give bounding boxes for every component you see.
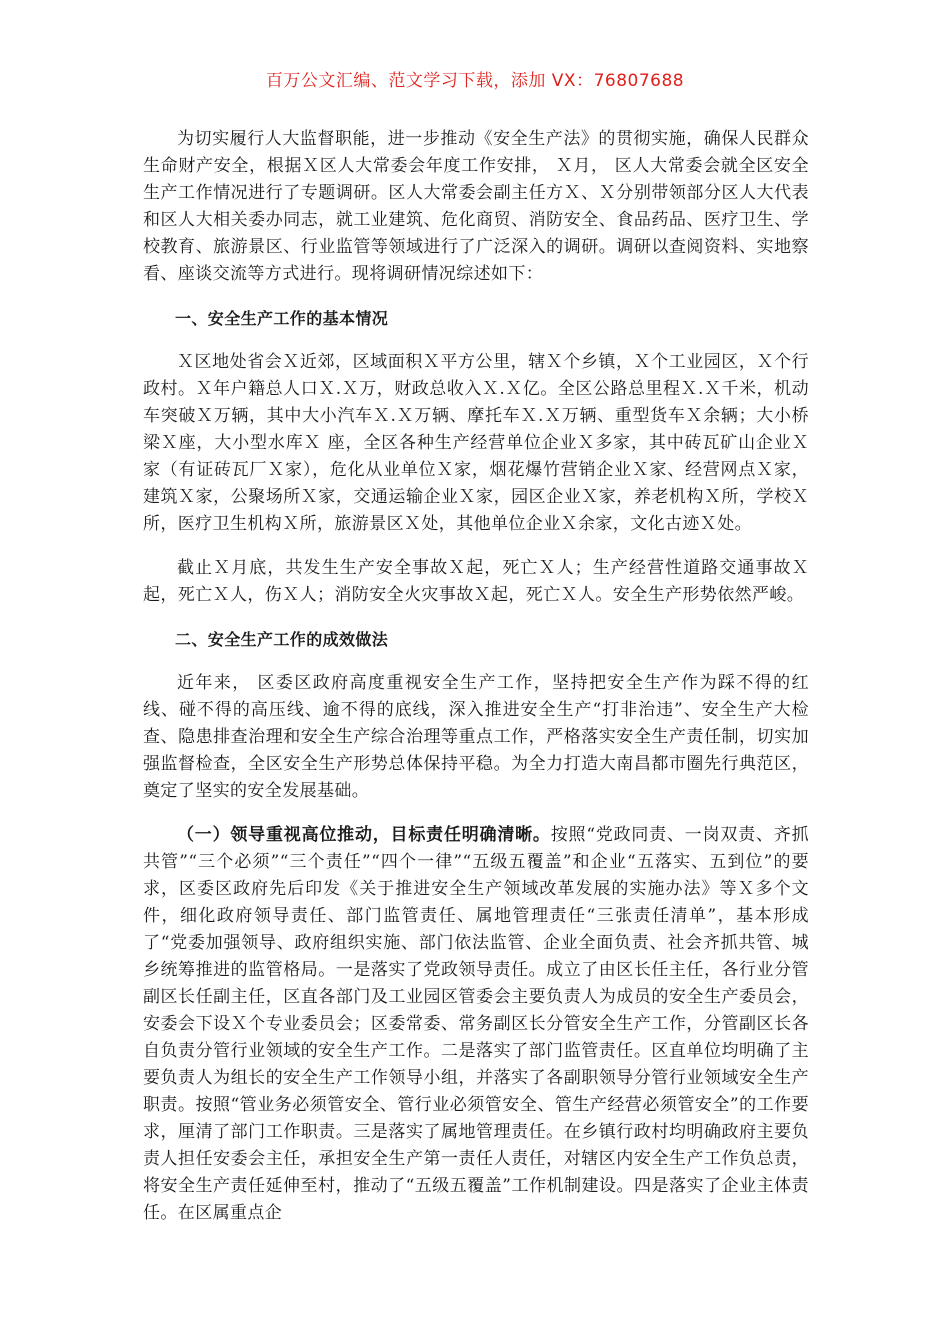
- section-heading-results: 二、安全生产工作的成效做法: [175, 630, 389, 649]
- document-body: [143, 126, 809, 1227]
- accident-statistics-paragraph: 截止Ｘ月底，共发生生产安全事故Ｘ起，死亡Ｘ人；生产经营性道路交通事故Ｘ起，死亡Ｘ人，伤Ｘ人；消防安全火灾事故Ｘ起，死亡Ｘ人。安全生产形势依然严峻。: [143, 558, 809, 605]
- section-heading-basic: 一、安全生产工作的基本情况: [175, 309, 389, 328]
- subsection-leadership-paragraph: [143, 822, 809, 1227]
- basic-situation-paragraph: Ｘ区地处省会Ｘ近郊，区域面积Ｘ平方公里，辖Ｘ个乡镇，Ｘ个工业园区，Ｘ个行政村。Ｘ年户籍总人口Ｘ.Ｘ万，财政总收入Ｘ.Ｘ亿。全区公路总里程Ｘ.Ｘ千米，机动车突破Ｘ万辆，其中大小汽车Ｘ.Ｘ万辆、摩托车Ｘ.Ｘ万辆、重型货车Ｘ余辆；大小桥梁Ｘ座，大小型水库Ｘ 座，全区各种生产经营单位企业Ｘ多家，其中砖瓦矿山企业Ｘ家（有证砖瓦厂Ｘ家），危化从业单位Ｘ家，烟花爆竹营销企业Ｘ家、经营网点Ｘ家，建筑Ｘ家，公聚场所Ｘ家，交通运输企业Ｘ家，园区企业Ｘ家，养老机构Ｘ所，学校Ｘ所，医疗卫生机构Ｘ所，旅游景区Ｘ处，其他单位企业Ｘ余家，文化古迹Ｘ处。: [143, 352, 809, 534]
- download-banner: 百万公文汇编、范文学习下载，添加 VX：76807688: [265, 71, 685, 91]
- results-paragraph: 近年来， 区委区政府高度重视安全生产工作，坚持把安全生产作为踩不得的红线、碰不得的高压线、逾不得的底线，深入推进安全生产“打非治违”、安全生产大检查、隐患排查治理和安全生产综合治理等重点工作，严格落实安全生产责任制，切实加强监督检查，全区安全生产形势总体保持平稳。为全力打造大南昌都市圈先行典范区，奠定了坚实的安全发展基础。: [143, 673, 809, 801]
- subsection-leadership-body: 按照“党政同责、一岗双责、齐抓共管”“三个必须”“三个责任”“四个一律”“五级五覆盖”和企业“五落实、五到位”的要求，区委区政府先后印发《关于推进安全生产领域改革发展的实施办法》等Ｘ多个文件，细化政府领导责任、部门监管责任、属地管理责任“三张责任清单”，基本形成了“党委加强领导、政府组织实施、部门依法监管、企业全面负责、社会齐抓共管、城乡统筹推进的监管格局。一是落实了党政领导责任。成立了由区长任主任，各行业分管副区长任副主任，区直各部门及工业园区管委会主要负责人为成员的安全生产委员会，安委会下设Ｘ个专业委员会；区委常委、常务副区长分管安全生产工作，分管副区长各自负责分管行业领域的安全生产工作。二是落实了部门监管责任。区直单位均明确了主要负责人为组长的安全生产工作领导小组，并落实了各副职领导分管行业领域安全生产职责。按照“管业务必须管安全、管行业必须管安全、管生产经营必须管安全”的工作要求，厘清了部门工作职责。三是落实了属地管理责任。在乡镇行政村均明确政府主要负责人担任安委会主任，承担安全生产第一责任人责任，对辖区内安全生产工作负总责，将安全生产责任延伸至村，推动了“五级五覆盖”工作机制建设。四是落实了企业主体责任。在区属重点企: [143, 825, 809, 1223]
- subsection-leadership-title: （一）领导重视高位推动，目标责任明确清晰。: [177, 825, 551, 845]
- intro-paragraph: 为切实履行人大监督职能，进一步推动《安全生产法》的贯彻实施，确保人民群众生命财产安全，根据Ｘ区人大常委会年度工作安排， Ｘ月， 区人大常委会就全区安全生产工作情况进行了专题调研。区人大常委会副主任方Ｘ、Ｘ分别带领部分区人大代表和区人大相关委办同志，就工业建筑、危化商贸、消防安全、食品药品、医疗卫生、学校教育、旅游景区、行业监管等领域进行了广泛深入的调研。调研以查阅资料、实地察看、座谈交流等方式进行。现将调研情况综述如下：: [143, 129, 809, 284]
